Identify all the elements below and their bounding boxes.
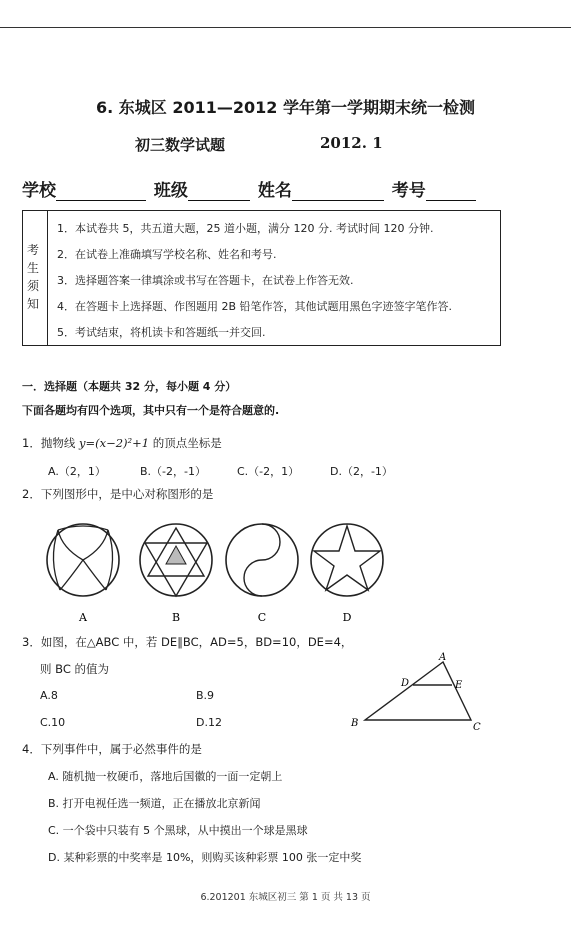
q3-stem-line2: 则 BC 的值为 xyxy=(40,662,110,676)
q1-option-b[interactable]: B.（-2，-1） xyxy=(140,465,206,478)
figure-label-b: B xyxy=(171,611,181,624)
notice-label xyxy=(23,211,48,345)
q4-option-a[interactable]: A. 随机抛一枚硬币，落地后国徽的一面一定朝上 xyxy=(48,770,283,783)
vertex-label-b: B xyxy=(351,718,359,729)
q4-option-d[interactable]: D. 某种彩票的中奖率是 10%，则购买该种彩票 100 张一定中奖 xyxy=(48,851,362,864)
figure-a-trefoil[interactable] xyxy=(47,524,119,596)
q3-option-d[interactable]: D.12 xyxy=(196,716,222,729)
triangle-abc xyxy=(365,662,471,720)
q1-suffix: 的顶点坐标是 xyxy=(152,436,222,450)
q4-option-c[interactable]: C. 一个袋中只装有 5 个黑球，从中摸出一个球是黑球 xyxy=(48,824,308,837)
exam-date: 2012. 1 xyxy=(320,134,383,152)
exam-no-label: 考号 xyxy=(391,181,426,201)
exam-subtitle: 初三数学试题 xyxy=(135,136,226,154)
q1-option-d[interactable]: D.（2，-1） xyxy=(330,465,393,478)
figure-d-star[interactable] xyxy=(311,524,383,596)
exam-no-blank[interactable] xyxy=(426,183,476,201)
name-label: 姓名 xyxy=(257,181,292,201)
q2-stem: 2．下列图形中，是中心对称图形的是 xyxy=(22,487,214,501)
section-heading: 一．选择题（本题共 32 分，每小题 4 分） xyxy=(22,380,237,393)
q3-triangle-figure xyxy=(345,648,485,736)
class-label: 班级 xyxy=(153,181,188,201)
notice-item: 4．在答题卡上选择题、作图题用 2B 铅笔作答，其他试题用黑色字迹签字笔作答. xyxy=(57,300,453,313)
figure-label-d: D xyxy=(342,611,352,624)
notice-item: 3．选择题答案一律填涂或书写在答题卡，在试卷上作答无效. xyxy=(57,274,354,287)
q1-option-a[interactable]: A.（2，1） xyxy=(48,465,106,478)
q1-formula: y=(x−2)²+1 xyxy=(78,436,150,450)
vertex-label-e: E xyxy=(455,680,463,691)
class-blank[interactable] xyxy=(188,183,250,201)
notice-item: 1．本试卷共 5，共五道大题，25 道小题，满分 120 分. 考试时间 120 分钟. xyxy=(57,222,434,235)
q3-option-c[interactable]: C.10 xyxy=(40,716,66,729)
q3-option-a[interactable]: A.8 xyxy=(40,689,58,702)
notice-item: 5．考试结束，将机读卡和答题纸一并交回. xyxy=(57,326,266,339)
q4-option-b[interactable]: B. 打开电视任选一频道，正在播放北京新闻 xyxy=(48,797,261,810)
notice-label-char: 须 xyxy=(27,279,40,293)
figure-b-triangles[interactable] xyxy=(140,524,212,596)
q1-prefix: 1．抛物线 xyxy=(22,436,76,450)
section-instruction: 下面各题均有四个选项，其中只有一个是符合题意的. xyxy=(22,404,280,417)
q1-stem xyxy=(22,435,222,451)
vertex-label-c: C xyxy=(473,722,481,733)
q1-option-c[interactable]: C.（-2，1） xyxy=(237,465,300,478)
notice-label-char: 考 xyxy=(27,243,40,257)
student-info-line xyxy=(22,176,478,201)
vertex-label-a: A xyxy=(439,652,447,663)
figure-c-yinyang[interactable] xyxy=(226,524,298,596)
q4-stem: 4．下列事件中，属于必然事件的是 xyxy=(22,742,202,756)
vertex-label-d: D xyxy=(401,678,410,689)
figure-label-a: A xyxy=(79,611,87,624)
q3-stem: 3．如图，在△ABC 中，若 DE∥BC，AD=5，BD=10，DE=4， xyxy=(22,635,353,649)
notice-label-char: 知 xyxy=(27,297,40,311)
q2-figures xyxy=(0,518,571,628)
notice-label-char: 生 xyxy=(27,261,40,275)
top-rule xyxy=(0,27,571,28)
exam-title: 6. 东城区 2011—2012 学年第一学期期末统一检测 xyxy=(96,98,475,117)
notice-item: 2．在试卷上准确填写学校名称、姓名和考号. xyxy=(57,248,277,261)
page-footer: 6.201201 东城区初三 第 1 页 共 13 页 xyxy=(200,892,371,903)
exam-notice-box xyxy=(22,210,501,346)
figure-label-c: C xyxy=(257,611,267,624)
name-blank[interactable] xyxy=(292,183,384,201)
school-label: 学校 xyxy=(22,181,56,201)
school-blank[interactable] xyxy=(56,183,146,201)
q3-option-b[interactable]: B.9 xyxy=(196,689,215,702)
